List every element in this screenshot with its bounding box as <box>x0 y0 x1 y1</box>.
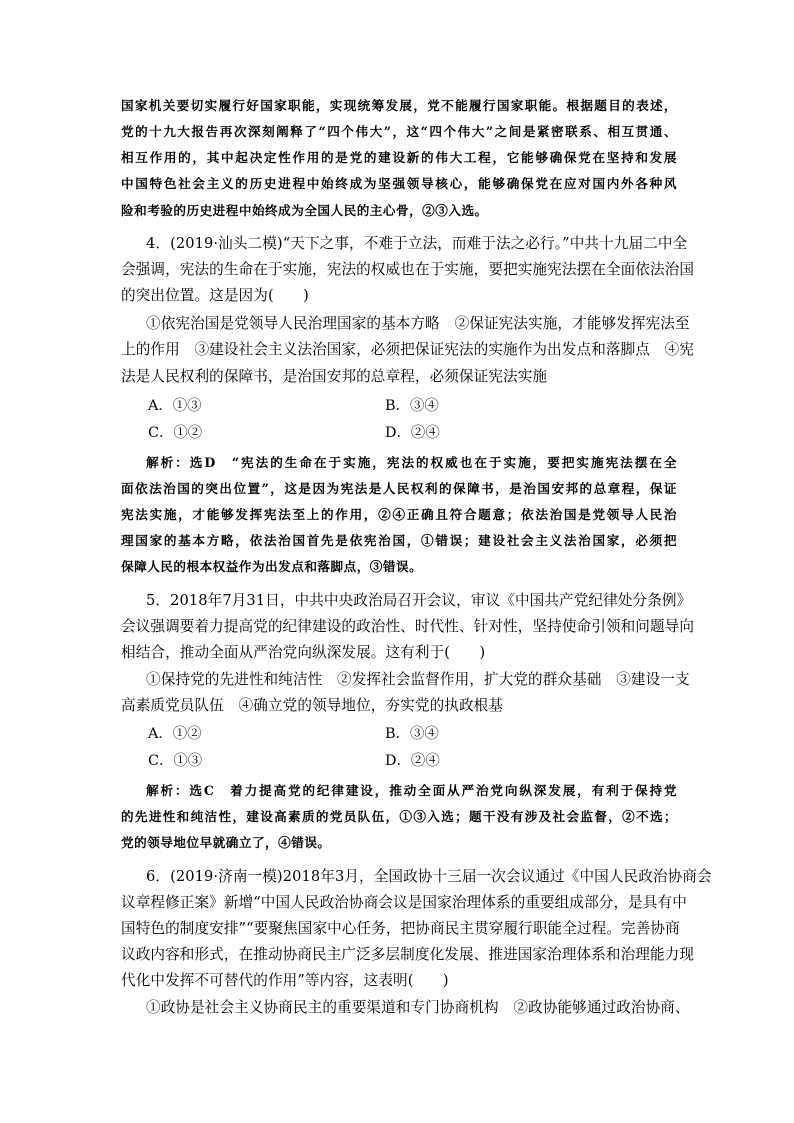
prev-analysis-line: 中国特色社会主义的历史进程中始终成为坚强领导核心，能够确保党在应对国内外各种风 <box>121 176 677 191</box>
q5-option-d: D．②④ <box>385 753 440 769</box>
prev-analysis-line: 国家机关要切实履行好国家职能，实现统筹发展，党不能履行国家职能。根据题目的表述， <box>121 98 677 113</box>
q4-stem-line: 的突出位置。这是因为( ) <box>121 287 309 304</box>
q4-analysis-line: 解析：选D “宪法的生命在于实施，宪法的权威也在于实施，要把实施宪法摆在全 <box>146 455 677 470</box>
q6-stem-line: 议政内容和形式，在推动协商民主广泛多层制度化发展、推进国家治理体系和治理能力现 <box>121 946 695 963</box>
prev-analysis-line: 险和考验的历史进程中始终成为全国人民的主心骨，②③入选。 <box>121 203 488 218</box>
q4-analysis-line: 保障人民的根本权益作为出发点和落脚点，③错误。 <box>121 559 423 574</box>
q4-option-c: C．①② <box>148 425 203 441</box>
prev-analysis-line: 党的十九大报告再次深刻阐释了“四个伟大”，这“四个伟大”之间是紧密联系、相互贯通、 <box>121 124 677 139</box>
q5-analysis-line: 解析：选C 着力提高党的纪律建设，推动全面从严治党向纵深发展，有利于保持党 <box>146 783 677 798</box>
q6-stem-line: 国特色的制度安排”“要聚焦国家中心任务，把协商民主贯穿履行职能全过程。完善协商 <box>121 920 680 937</box>
q4-stem-line: 会强调，宪法的生命在于实施，宪法的权威也在于实施，要把实施宪法摆在全面依法治国 <box>121 261 695 278</box>
q5-option-a: A．①② <box>148 726 202 742</box>
q6-statement-line: ①政协是社会主义协商民主的重要渠道和专门协商机构 ②政协能够通过政治协商、 <box>146 999 690 1016</box>
q5-statement-line: 高素质党员队伍 ④确立党的领导地位，夯实党的执政根基 <box>121 697 504 714</box>
q5-analysis-line: 党的领导地位早就确立了，④错误。 <box>121 835 331 850</box>
q6-stem-line: 6．(2019·济南一模)2018年3月，全国政协十三届一次会议通过《中国人民政治协商会 <box>146 868 712 885</box>
q4-statement-line: 法是人民权利的保障书，是治国安邦的总章程，必须保证宪法实施 <box>121 368 548 385</box>
q5-stem-line: 5．2018年7月31日，中共中央政治局召开会议，审议《中国共产党纪律处分条例》 <box>146 592 692 609</box>
q4-analysis-line: 面依法治国的突出位置”，这是因为宪法是人民权利的保障书，是治国安邦的总章程，保证 <box>121 481 677 496</box>
q5-analysis-line: 的先进性和纯洁性，建设高素质的党员队伍，①③入选；题干没有涉及社会监督，②不选； <box>121 809 677 824</box>
q4-analysis-line: 宪法实施，才能够发挥宪法至上的作用，②④正确且符合题意；依法治国是党领导人民治 <box>121 507 677 522</box>
q4-option-a: A．①③ <box>148 398 202 414</box>
q5-option-b: B．③④ <box>385 726 439 742</box>
q4-option-b: B．③④ <box>385 398 439 414</box>
q4-statement-line: ①依宪治国是党领导人民治理国家的基本方略 ②保证宪法实施，才能够发挥宪法至 <box>146 315 690 332</box>
q5-option-c: C．①③ <box>148 753 203 769</box>
q5-stem-line: 相结合，推动全面从严治党向纵深发展。这有利于( ) <box>121 644 486 661</box>
q4-stem-line: 4．(2019·汕头二模)“天下之事，不难于立法，而难于法之必行。”中共十九届二中全 <box>146 235 688 252</box>
q5-statement-line: ①保持党的先进性和纯洁性 ②发挥社会监督作用，扩大党的群众基础 ③建设一支 <box>146 671 690 688</box>
q4-statement-line: 上的作用 ③建设社会主义法治国家，必须把保证宪法的实施作为出发点和落脚点 ④宪 <box>121 341 695 358</box>
prev-analysis-line: 相互作用的，其中起决定性作用的是党的建设新的伟大工程，它能够确保党在坚持和发展 <box>121 150 677 165</box>
q5-stem-line: 会议强调要着力提高党的纪律建设的政治性、时代性、针对性，坚持使命引领和问题导向 <box>121 618 695 635</box>
q6-stem-line: 代化中发挥不可替代的作用”等内容，这表明( ) <box>121 972 449 989</box>
q6-stem-line: 议章程修正案》新增“中国人民政治协商会议是国家治理体系的重要组成部分，是具有中 <box>121 894 687 911</box>
q4-analysis-line: 理国家的基本方略，依法治国首先是依宪治国，①错误；建设社会主义法治国家，必须把 <box>121 533 677 548</box>
q4-option-d: D．②④ <box>385 425 440 441</box>
